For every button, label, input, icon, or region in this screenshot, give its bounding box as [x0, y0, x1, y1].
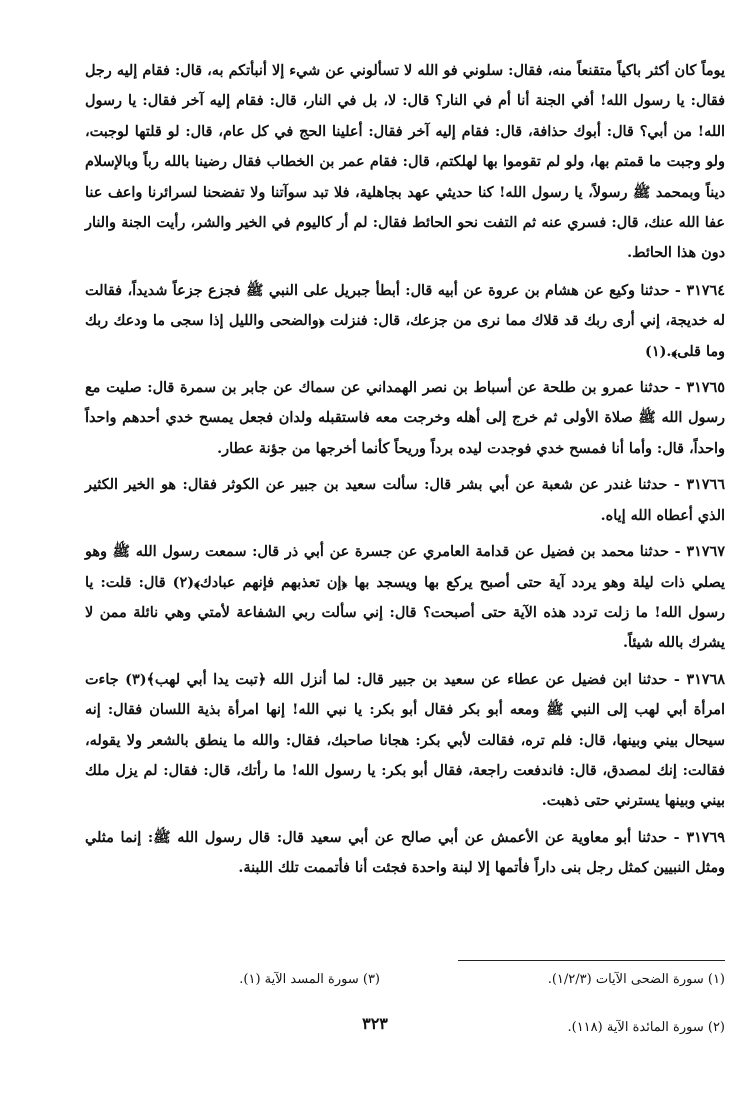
hadith-31764: ٣١٧٦٤ - حدثنا وكيع عن هشام بن عروة عن أبيه قال: أبطأ جبريل على النبي ﷺ فجزع جزعاً شديداً، فقالت له خديجة، إني أرى ربك قد قلاك مما نرى من جزعك، قال: فنزلت ﴿والضحى والليل إذا سجى ما ودعك ربك وما قلى﴾.(١): [85, 281, 725, 360]
footnote-2: (٢) سورة المائدة الآية (١١٨).: [567, 1020, 725, 1035]
footnote-divider: [458, 960, 725, 961]
hadith-31767: ٣١٧٦٧ - حدثنا محمد بن فضيل عن قدامة العامري عن جسرة عن أبي ذر قال: سمعت رسول الله ﷺ وهو يصلي ذات ليلة وهو يردد آية حتى أصبح يركع بها ويسجد بها ﴿إن تعذبهم فإنهم عبادك﴾(٢) قال: قلت: يا رسول الله! ما زلت تردد هذه الآية حتى أصبحت؟ قال: إني سألت ربي الشفاعة لأمتي وهي نائلة ممن لا يشرك بالله شيئاً.: [85, 543, 725, 652]
main-text: [85, 56, 725, 890]
page-number: ٣٢٣: [362, 1014, 388, 1033]
hadith-31766: ٣١٧٦٦ - حدثنا غندر عن شعبة عن أبي بشر قال: سألت سعيد بن جبير عن الكوثر فقال: هو الخير الكثير الذي أعطاه الله إياه.: [85, 476, 725, 524]
hadith-31765: ٣١٧٦٥ - حدثنا عمرو بن طلحة عن أسباط بن نصر الهمداني عن سماك عن جابر بن سمرة قال: صليت مع رسول الله ﷺ صلاة الأولى ثم خرج إلى أهله وخرجت معه فاستقبله ولدان فجعل يمسح خدي أحدهم واحداً واحداً، قال: وأما أنا فمسح خدي فوجدت ليده برداً وريحاً كأنما أخرجها من جؤنة عطار.: [85, 379, 725, 457]
hadith-31769: ٣١٧٦٩ - حدثنا أبو معاوية عن الأعمش عن أبي صالح عن أبي سعيد قال: قال رسول الله ﷺ: إنما مثلي ومثل النبيين كمثل رجل بنى داراً فأتمها إلا لبنة واحدة فجئت أنا فأتممت تلك اللبنة.: [85, 828, 725, 877]
footnote-3: (٣) سورة المسد الآية (١).: [239, 972, 380, 987]
paragraph-continued: يوماً كان أكثر باكياً متقنعاً منه، فقال: سلوني فو الله لا تسألوني عن شيء إلا أنبأتكم به، قال: فقام إليه رجل فقال: يا رسول الله! أفي الجنة أنا أم في النار؟ قال: لا، بل في النار، قال: فقام إليه آخر فقال: يا رسول الله! من أبي؟ قال: أبوك حذافة، قال: فقام إليه آخر فقال: أعلينا الحج في كل عام، قال: لو قلتها لوجبت، ولو وجبت ما قمتم بها، ولو لم تقوموا بها لهلكتم، قال: فقام عمر بن الخطاب فقال رضينا بالله رباً وبالإسلام ديناً وبمحمد ﷺ رسولاً، يا رسول الله! كنا حديثي عهد بجاهلية، فلا تبد سوآتنا ولا تفضحنا لسرائرنا واعف عنا عفا الله عنك، قال: فسري عنه ثم التفت نحو الحائط فقال: لم أر كاليوم في الخير والشر، رأيت الجنة والنار دون هذا الحائط.: [85, 62, 725, 262]
hadith-31768: ٣١٧٦٨ - حدثنا ابن فضيل عن عطاء عن سعيد بن جبير قال: لما أنزل الله ﴿تبت يدا أبي لهب﴾(٣) جاءت امرأة أبي لهب إلى النبي ﷺ ومعه أبو بكر فقال أبو بكر: يا نبي الله! إنها امرأة بذية اللسان فقال: إنه سيحال بيني وبينها، قال: فلم تره، فقالت لأبي بكر: هجانا صاحبك، فقال: والله ما ينطق بالشعر ولا يقوله، فقالت: إنك لمصدق، قال: فاندفعت راجعة، فقال أبو بكر: يا رسول الله! ما رأتك، قال: فقال: لم يزل ملك بيني وبينها يسترني حتى ذهبت.: [85, 670, 725, 810]
footnote-1: (١) سورة الضحى الآيات (١/٢/٣).: [547, 972, 725, 987]
